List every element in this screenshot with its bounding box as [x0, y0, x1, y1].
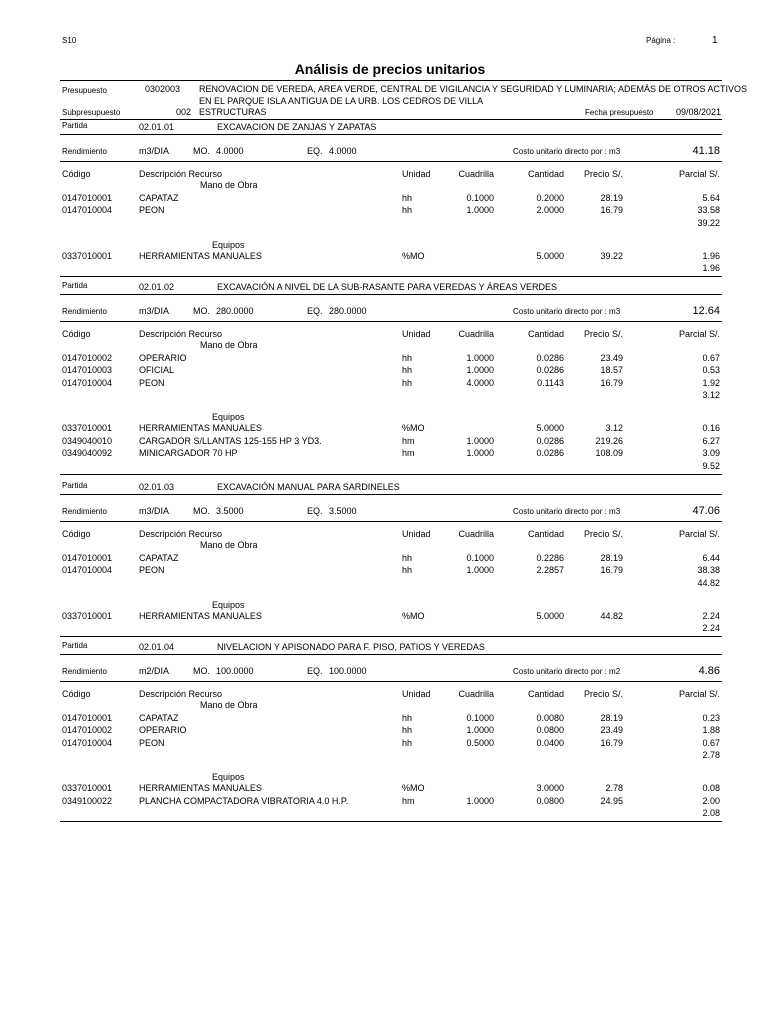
col-header-unidad: Unidad — [402, 689, 431, 699]
partida-divider — [60, 134, 722, 135]
col-header-cantidad: Cantidad — [527, 169, 564, 179]
col-header-descripcion: Descripción Recurso — [139, 689, 223, 699]
col-header-precio: Precio S/. — [583, 689, 623, 699]
col-header-descripcion: Descripción Recurso — [139, 329, 223, 339]
partida-description: EXCAVACIÓN MANUAL PARA SARDINELES — [217, 482, 400, 492]
equipo-row-precio: 108.09 — [595, 448, 623, 458]
costo-unitario-label: Costo unitario directo por : m3 — [513, 147, 621, 156]
rendimiento-unit: m3/DIA — [139, 306, 170, 316]
col-header-unidad: Unidad — [402, 529, 431, 539]
mano-row-cuadrilla: 0.1000 — [466, 192, 494, 203]
group-label-mano-de-obra: Mano de Obra — [200, 700, 258, 710]
mano-row-cantidad: 0.0080 — [536, 712, 564, 723]
equipo-row-description: HERRAMIENTAS MANUALES — [139, 250, 262, 261]
mano-row-cantidad: 0.0800 — [536, 725, 564, 735]
equipo-row-precio: 3.12 — [605, 423, 623, 433]
mo-value: 100.0000 — [216, 666, 254, 676]
mano-row-parcial: 0.67 — [702, 352, 720, 363]
col-header-parcial: Parcial S/. — [678, 169, 720, 179]
mano-row-code: 0147010003 — [62, 365, 113, 375]
partida-label: Partida — [62, 641, 88, 650]
rendimiento-divider — [60, 681, 722, 682]
mano-row-description: PEON — [139, 737, 165, 748]
equipo-row-code: 0337010001 — [62, 783, 113, 793]
mano-row-description: PEON — [139, 565, 165, 575]
equipo-row-description: CARGADOR S/LLANTAS 125-155 HP 3 YD3. — [139, 435, 322, 446]
mano-row-cantidad: 0.2286 — [536, 552, 564, 563]
mano-row-cuadrilla: 4.0000 — [466, 377, 494, 388]
equipo-row-parcial: 0.16 — [702, 423, 720, 433]
mano-row-code: 0147010002 — [62, 725, 113, 735]
mano-row-precio: 16.79 — [600, 737, 623, 748]
equipo-row-unit: hm — [402, 435, 415, 446]
page-title: Análisis de precios unitarios — [294, 61, 486, 77]
mo-value: 4.0000 — [216, 146, 244, 156]
eq-value: 4.0000 — [329, 146, 357, 156]
equipo-row-cuadrilla: 1.0000 — [466, 448, 494, 458]
rendimiento-divider — [60, 321, 722, 322]
partida-code: 02.01.03 — [139, 482, 175, 492]
equipo-row-description: MINICARGADOR 70 HP — [139, 448, 238, 458]
eq-value: 3.5000 — [329, 506, 357, 516]
col-header-cuadrilla: Cuadrilla — [458, 529, 494, 539]
mano-row-precio: 28.19 — [600, 192, 623, 203]
mano-row-description: PEON — [139, 377, 165, 388]
mano-row-code: 0147010001 — [62, 712, 113, 723]
costo-unitario-value: 4.86 — [698, 665, 720, 677]
costo-unitario-value: 47.06 — [692, 505, 720, 517]
col-header-unidad: Unidad — [402, 329, 431, 339]
subpresupuesto-code: 002 — [176, 107, 192, 117]
presupuesto-desc-line1: RENOVACION DE VEREDA, AREA VERDE, CENTRAL DE VIGILANCIA Y SEGURIDAD Y LUMINARIA; ADEMÁS DE OTROS ACTIVOS — [199, 84, 747, 94]
equipo-row-parcial: 6.27 — [702, 435, 720, 446]
mo-label: MO. — [193, 666, 210, 676]
partida-description: EXCAVACION DE ZANJAS Y ZAPATAS — [217, 122, 377, 132]
presupuesto-label: Presupuesto — [62, 86, 107, 95]
mano-row-code: 0147010004 — [62, 205, 113, 215]
equipo-row-code: 0337010001 — [62, 423, 113, 433]
mano-row-cantidad: 0.0286 — [536, 365, 564, 375]
partida-code: 02.01.02 — [139, 282, 175, 292]
equipo-row-cantidad: 0.0800 — [536, 795, 564, 806]
mano-row-description: OFICIAL — [139, 365, 175, 375]
group-label-equipos: Equipos — [212, 412, 245, 422]
col-header-cuadrilla: Cuadrilla — [458, 689, 494, 699]
eq-label: EQ. — [307, 506, 323, 516]
partida-code: 02.01.01 — [139, 122, 175, 132]
subpresupuesto-desc: ESTRUCTURAS — [199, 107, 267, 117]
costo-unitario-label: Costo unitario directo por : m2 — [513, 667, 621, 676]
mano-subtotal: 2.78 — [702, 750, 720, 760]
rendimiento-unit: m3/DIA — [139, 506, 170, 516]
mano-row-cuadrilla: 1.0000 — [466, 565, 494, 575]
group-label-mano-de-obra: Mano de Obra — [200, 340, 258, 350]
mano-row-parcial: 1.92 — [702, 377, 720, 388]
group-label-equipos: Equipos — [212, 599, 245, 610]
equipo-row-description: HERRAMIENTAS MANUALES — [139, 783, 262, 793]
equipo-row-unit: hm — [402, 448, 415, 458]
col-header-precio: Precio S/. — [583, 529, 623, 539]
mano-row-unit: hh — [402, 192, 413, 203]
equipo-row-unit: %MO — [402, 250, 425, 261]
mano-row-cantidad: 2.2857 — [536, 565, 564, 575]
equipo-row-parcial: 3.09 — [702, 448, 720, 458]
mo-label: MO. — [193, 306, 210, 316]
fecha-value: 09/08/2021 — [676, 107, 722, 117]
header-divider — [60, 80, 722, 81]
mano-row-parcial: 0.53 — [702, 365, 720, 375]
mano-row-cuadrilla: 0.1000 — [466, 552, 494, 563]
equipo-row-cantidad: 5.0000 — [536, 250, 564, 261]
mo-label: MO. — [193, 146, 210, 156]
mano-row-unit: hh — [402, 205, 413, 215]
equipo-row-cantidad: 0.0286 — [536, 448, 564, 458]
col-header-parcial: Parcial S/. — [678, 689, 720, 699]
mano-row-cantidad: 0.1143 — [537, 377, 564, 388]
equipo-row-code: 0349040010 — [62, 435, 113, 446]
system-code: S10 — [62, 36, 77, 45]
mano-row-precio: 28.19 — [600, 712, 623, 723]
page-label: Página : — [646, 36, 676, 45]
group-label-equipos: Equipos — [212, 239, 245, 250]
col-header-codigo: Código — [62, 689, 91, 699]
mano-row-cuadrilla: 1.0000 — [466, 725, 494, 735]
col-header-cuadrilla: Cuadrilla — [458, 169, 494, 179]
col-header-precio: Precio S/. — [583, 329, 623, 339]
section-end-divider — [60, 276, 722, 277]
eq-label: EQ. — [307, 666, 323, 676]
rendimiento-label: Rendimiento — [62, 307, 107, 316]
mano-row-unit: hh — [402, 712, 413, 723]
mano-row-unit: hh — [402, 352, 413, 363]
costo-unitario-label: Costo unitario directo por : m3 — [513, 307, 621, 316]
mano-row-code: 0147010001 — [62, 192, 113, 203]
col-header-parcial: Parcial S/. — [678, 529, 720, 539]
costo-unitario-value: 41.18 — [692, 145, 720, 157]
mano-subtotal: 44.82 — [697, 577, 720, 588]
partida-description: EXCAVACIÓN A NIVEL DE LA SUB-RASANTE PARA VEREDAS Y ÁREAS VERDES — [217, 282, 557, 292]
equipo-row-cuadrilla: 1.0000 — [466, 795, 494, 806]
col-header-codigo: Código — [62, 529, 91, 539]
mano-row-precio: 28.19 — [600, 552, 623, 563]
partida-label: Partida — [62, 481, 88, 490]
eq-value: 100.0000 — [329, 666, 367, 676]
partida-label: Partida — [62, 121, 88, 130]
rendimiento-label: Rendimiento — [62, 147, 107, 156]
section-end-divider — [60, 821, 722, 822]
equipos-subtotal: 1.96 — [702, 263, 720, 273]
rendimiento-unit: m3/DIA — [139, 146, 170, 156]
costo-unitario-value: 12.64 — [692, 305, 720, 317]
mano-row-description: CAPATAZ — [139, 192, 179, 203]
header-bottom-divider — [60, 119, 722, 120]
equipo-row-unit: hm — [402, 795, 415, 806]
mano-row-code: 0147010004 — [62, 565, 113, 575]
group-label-equipos: Equipos — [212, 772, 245, 782]
equipo-row-parcial: 2.00 — [702, 795, 720, 806]
col-header-codigo: Código — [62, 329, 91, 339]
mo-value: 280.0000 — [216, 306, 254, 316]
equipo-row-code: 0349100022 — [62, 795, 113, 806]
mano-row-cantidad: 0.0286 — [536, 352, 564, 363]
mano-row-unit: hh — [402, 565, 413, 575]
equipo-row-precio: 2.78 — [605, 783, 623, 793]
mano-subtotal: 3.12 — [702, 390, 720, 400]
mano-row-code: 0147010002 — [62, 352, 113, 363]
mano-row-description: PEON — [139, 205, 165, 215]
mano-row-description: OPERARIO — [139, 725, 187, 735]
mano-row-parcial: 6.44 — [702, 552, 720, 563]
mano-subtotal: 39.22 — [697, 217, 720, 228]
rendimiento-divider — [60, 521, 722, 522]
rendimiento-label: Rendimiento — [62, 507, 107, 516]
mano-row-cuadrilla: 1.0000 — [466, 205, 494, 215]
equipo-row-precio: 39.22 — [600, 250, 623, 261]
fecha-label: Fecha presupuesto — [585, 108, 654, 117]
partida-description: NIVELACION Y APISONADO PARA F. PISO, PATIOS Y VEREDAS — [217, 642, 485, 652]
mano-row-parcial: 0.67 — [702, 737, 720, 748]
mano-row-unit: hh — [402, 737, 413, 748]
mano-row-precio: 18.57 — [600, 365, 623, 375]
presupuesto-code: 0302003 — [145, 84, 181, 94]
equipos-subtotal: 2.08 — [702, 808, 720, 818]
equipo-row-unit: %MO — [402, 783, 425, 793]
equipo-row-parcial: 1.96 — [702, 250, 720, 261]
costo-unitario-label: Costo unitario directo por : m3 — [513, 507, 621, 516]
rendimiento-divider — [60, 161, 722, 162]
equipo-row-description: HERRAMIENTAS MANUALES — [139, 610, 262, 621]
equipo-row-code: 0349040092 — [62, 448, 113, 458]
eq-label: EQ. — [307, 306, 323, 316]
equipo-row-precio: 219.26 — [595, 435, 623, 446]
mano-row-precio: 16.79 — [600, 377, 623, 388]
mano-row-code: 0147010004 — [62, 737, 113, 748]
presupuesto-desc-line2: EN EL PARQUE ISLA ANTIGUA DE LA URB. LOS CEDROS DE VILLA — [199, 96, 484, 106]
mano-row-parcial: 38.38 — [697, 565, 720, 575]
col-header-cantidad: Cantidad — [527, 329, 564, 339]
mano-row-description: CAPATAZ — [139, 552, 179, 563]
equipo-row-cantidad: 5.0000 — [536, 423, 564, 433]
col-header-cantidad: Cantidad — [527, 529, 564, 539]
equipo-row-unit: %MO — [402, 423, 425, 433]
mano-row-cuadrilla: 1.0000 — [466, 365, 494, 375]
partida-divider — [60, 494, 722, 495]
col-header-unidad: Unidad — [402, 169, 431, 179]
partida-code: 02.01.04 — [139, 642, 175, 652]
group-label-mano-de-obra: Mano de Obra — [200, 540, 258, 550]
mano-row-parcial: 33.58 — [697, 205, 720, 215]
mano-row-unit: hh — [402, 377, 413, 388]
equipo-row-cantidad: 3.0000 — [536, 783, 564, 793]
mano-row-cuadrilla: 1.0000 — [466, 352, 494, 363]
equipo-row-cantidad: 5.0000 — [536, 610, 564, 621]
mano-row-precio: 16.79 — [600, 205, 623, 215]
mano-row-cantidad: 0.0400 — [536, 737, 564, 748]
equipo-row-unit: %MO — [402, 610, 425, 621]
mano-row-precio: 16.79 — [600, 565, 623, 575]
equipo-row-code: 0337010001 — [62, 610, 113, 621]
eq-value: 280.0000 — [329, 306, 367, 316]
equipo-row-description: PLANCHA COMPACTADORA VIBRATORIA 4.0 H.P. — [139, 795, 349, 806]
eq-label: EQ. — [307, 146, 323, 156]
equipos-subtotal: 2.24 — [702, 623, 720, 633]
mano-row-parcial: 0.23 — [702, 712, 720, 723]
col-header-descripcion: Descripción Recurso — [139, 169, 223, 179]
equipo-row-parcial: 2.24 — [702, 610, 720, 621]
mano-row-precio: 23.49 — [600, 352, 623, 363]
partida-divider — [60, 654, 722, 655]
rendimiento-label: Rendimiento — [62, 667, 107, 676]
mano-row-code: 0147010004 — [62, 377, 113, 388]
mano-row-cuadrilla: 0.5000 — [466, 737, 494, 748]
mano-row-cantidad: 2.0000 — [536, 205, 564, 215]
col-header-cantidad: Cantidad — [527, 689, 564, 699]
col-header-descripcion: Descripción Recurso — [139, 529, 223, 539]
equipo-row-precio: 24.95 — [600, 795, 623, 806]
mano-row-precio: 23.49 — [600, 725, 623, 735]
equipo-row-parcial: 0.08 — [702, 783, 720, 793]
mo-label: MO. — [193, 506, 210, 516]
mano-row-description: CAPATAZ — [139, 712, 179, 723]
equipo-row-cantidad: 0.0286 — [536, 435, 564, 446]
equipos-subtotal: 9.52 — [702, 460, 720, 471]
group-label-mano-de-obra: Mano de Obra — [200, 180, 258, 190]
mano-row-parcial: 5.64 — [702, 192, 720, 203]
mano-row-unit: hh — [402, 552, 413, 563]
rendimiento-unit: m2/DIA — [139, 666, 170, 676]
mo-value: 3.5000 — [216, 506, 244, 516]
col-header-precio: Precio S/. — [583, 169, 623, 179]
equipo-row-cuadrilla: 1.0000 — [466, 435, 494, 446]
equipo-row-code: 0337010001 — [62, 250, 113, 261]
mano-row-description: OPERARIO — [139, 352, 187, 363]
mano-row-unit: hh — [402, 725, 413, 735]
equipo-row-description: HERRAMIENTAS MANUALES — [139, 423, 262, 433]
section-end-divider — [60, 636, 722, 637]
col-header-parcial: Parcial S/. — [678, 329, 720, 339]
partida-divider — [60, 294, 722, 295]
mano-row-cuadrilla: 0.1000 — [466, 712, 494, 723]
subpresupuesto-label: Subpresupuesto — [62, 108, 121, 117]
mano-row-cantidad: 0.2000 — [536, 192, 564, 203]
partida-label: Partida — [62, 281, 88, 290]
section-end-divider — [60, 474, 722, 475]
mano-row-code: 0147010001 — [62, 552, 113, 563]
col-header-cuadrilla: Cuadrilla — [458, 329, 494, 339]
equipo-row-precio: 44.82 — [600, 610, 623, 621]
col-header-codigo: Código — [62, 169, 91, 179]
mano-row-parcial: 1.88 — [702, 725, 720, 735]
page-number: 1 — [712, 35, 718, 46]
mano-row-unit: hh — [402, 365, 413, 375]
